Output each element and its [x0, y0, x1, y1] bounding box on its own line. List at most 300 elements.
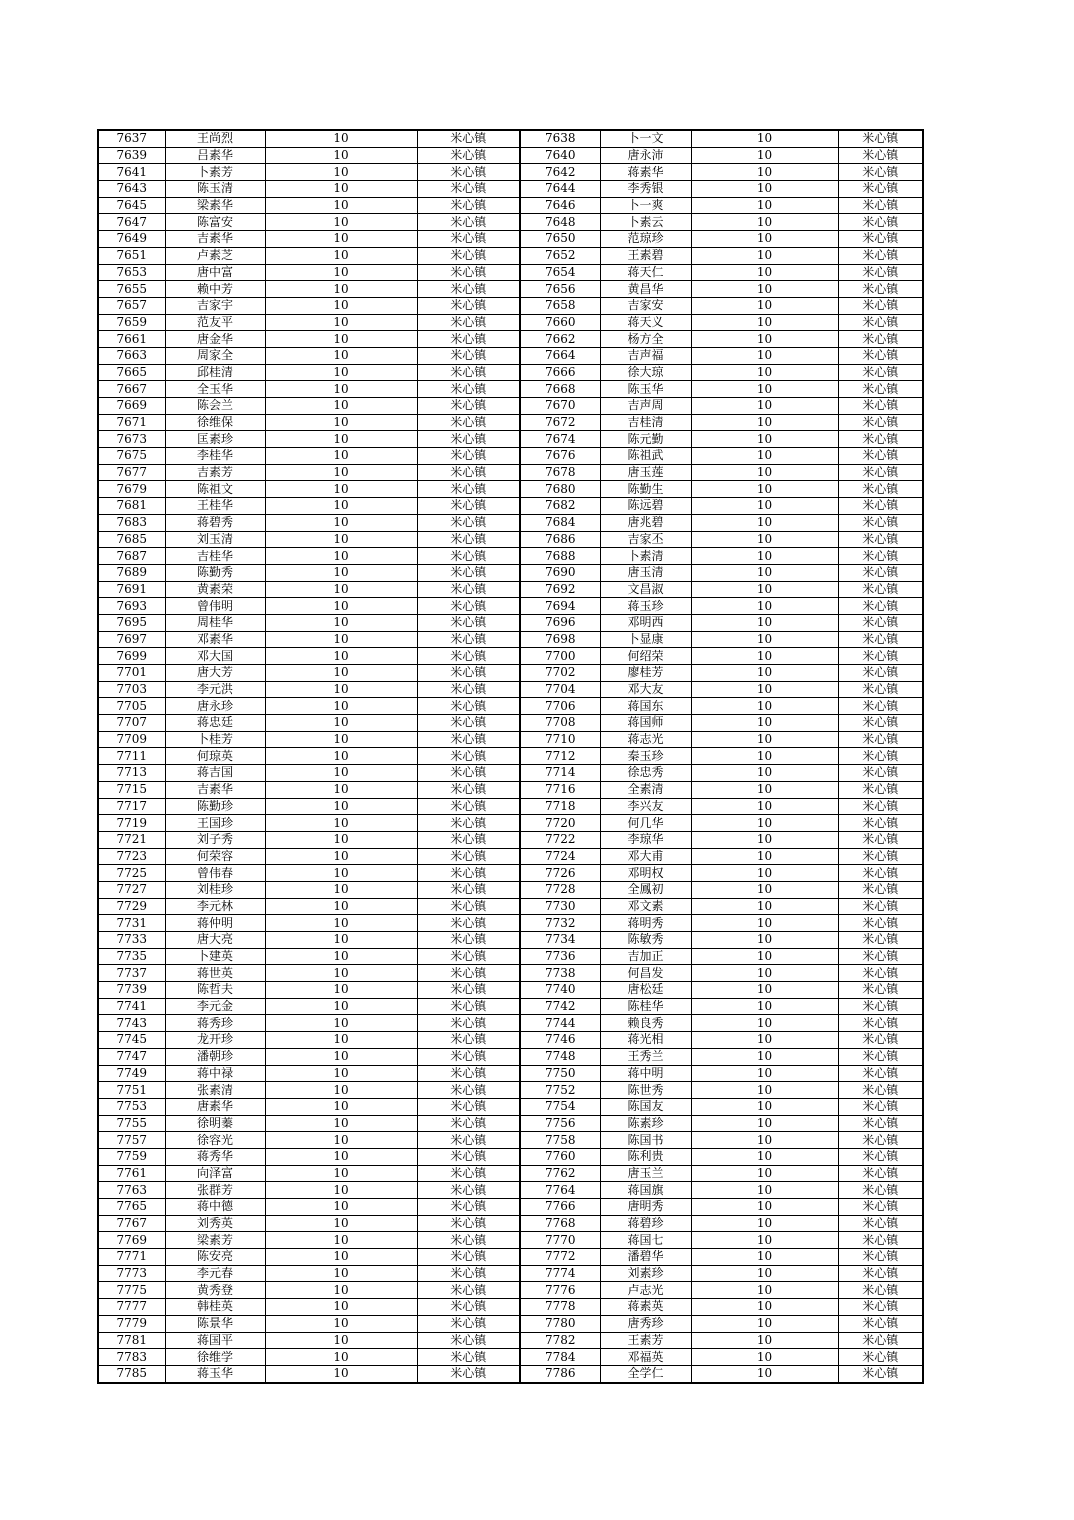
cell-town-left: 米心镇 — [417, 898, 520, 915]
cell-amount-right: 10 — [691, 197, 838, 214]
cell-amount-right: 10 — [691, 1232, 838, 1249]
cell-amount-left: 10 — [265, 681, 417, 698]
cell-id-left: 7745 — [98, 1032, 165, 1049]
cell-id-right: 7772 — [520, 1249, 600, 1266]
cell-name-left: 李桂华 — [165, 448, 265, 465]
cell-id-right: 7720 — [520, 815, 600, 832]
cell-town-left: 米心镇 — [417, 881, 520, 898]
cell-town-left: 米心镇 — [417, 1132, 520, 1149]
cell-amount-right: 10 — [691, 1115, 838, 1132]
cell-amount-left: 10 — [265, 1349, 417, 1366]
cell-amount-right: 10 — [691, 364, 838, 381]
cell-id-left: 7695 — [98, 614, 165, 631]
cell-amount-right: 10 — [691, 831, 838, 848]
cell-id-left: 7761 — [98, 1165, 165, 1182]
cell-name-right: 吉加正 — [600, 948, 691, 965]
cell-amount-left: 10 — [265, 347, 417, 364]
cell-name-left: 徐明蓁 — [165, 1115, 265, 1132]
cell-name-right: 陈敏秀 — [600, 932, 691, 949]
cell-name-left: 卢素芝 — [165, 247, 265, 264]
cell-id-right: 7652 — [520, 247, 600, 264]
table-row — [98, 1349, 923, 1366]
table-row — [98, 698, 923, 715]
cell-amount-left: 10 — [265, 197, 417, 214]
cell-id-left: 7723 — [98, 848, 165, 865]
table-row — [98, 848, 923, 865]
cell-name-left: 李元林 — [165, 898, 265, 915]
cell-name-right: 陈世秀 — [600, 1082, 691, 1099]
cell-amount-right: 10 — [691, 665, 838, 682]
cell-name-right: 吉家安 — [600, 297, 691, 314]
cell-amount-left: 10 — [265, 1065, 417, 1082]
cell-name-right: 卜一爽 — [600, 197, 691, 214]
cell-id-right: 7762 — [520, 1165, 600, 1182]
cell-name-right: 李秀银 — [600, 181, 691, 198]
cell-amount-right: 10 — [691, 331, 838, 348]
cell-id-right: 7730 — [520, 898, 600, 915]
cell-name-right: 陈素珍 — [600, 1115, 691, 1132]
cell-amount-left: 10 — [265, 932, 417, 949]
cell-amount-right: 10 — [691, 181, 838, 198]
cell-id-left: 7649 — [98, 231, 165, 248]
cell-town-right: 米心镇 — [838, 614, 923, 631]
cell-town-right: 米心镇 — [838, 531, 923, 548]
cell-town-left: 米心镇 — [417, 982, 520, 999]
cell-id-left: 7773 — [98, 1265, 165, 1282]
cell-town-right: 米心镇 — [838, 1148, 923, 1165]
cell-id-right: 7666 — [520, 364, 600, 381]
cell-id-left: 7733 — [98, 932, 165, 949]
table-body — [98, 130, 923, 1383]
cell-name-right: 王素芳 — [600, 1332, 691, 1349]
table-row — [98, 1265, 923, 1282]
cell-town-left: 米心镇 — [417, 1265, 520, 1282]
cell-town-left: 米心镇 — [417, 281, 520, 298]
table-row — [98, 1215, 923, 1232]
cell-town-left: 米心镇 — [417, 531, 520, 548]
cell-town-right: 米心镇 — [838, 214, 923, 231]
cell-amount-left: 10 — [265, 1282, 417, 1299]
table-row — [98, 631, 923, 648]
cell-id-left: 7663 — [98, 347, 165, 364]
cell-town-right: 米心镇 — [838, 831, 923, 848]
cell-town-left: 米心镇 — [417, 614, 520, 631]
cell-name-right: 黄昌华 — [600, 281, 691, 298]
cell-id-right: 7656 — [520, 281, 600, 298]
cell-name-left: 向泽富 — [165, 1165, 265, 1182]
cell-town-left: 米心镇 — [417, 1299, 520, 1316]
cell-name-right: 唐玉清 — [600, 564, 691, 581]
cell-id-left: 7675 — [98, 448, 165, 465]
cell-amount-right: 10 — [691, 631, 838, 648]
cell-name-right: 全学仁 — [600, 1365, 691, 1382]
cell-amount-right: 10 — [691, 531, 838, 548]
cell-id-left: 7763 — [98, 1182, 165, 1199]
cell-id-right: 7654 — [520, 264, 600, 281]
cell-town-right: 米心镇 — [838, 431, 923, 448]
cell-name-left: 吉桂华 — [165, 548, 265, 565]
cell-name-right: 蒋志光 — [600, 731, 691, 748]
cell-town-left: 米心镇 — [417, 1349, 520, 1366]
cell-amount-right: 10 — [691, 1315, 838, 1332]
cell-name-right: 陈国友 — [600, 1098, 691, 1115]
cell-id-left: 7751 — [98, 1082, 165, 1099]
cell-town-right: 米心镇 — [838, 1332, 923, 1349]
cell-town-left: 米心镇 — [417, 848, 520, 865]
table-row — [98, 1315, 923, 1332]
cell-id-right: 7678 — [520, 464, 600, 481]
cell-amount-right: 10 — [691, 798, 838, 815]
cell-amount-right: 10 — [691, 1282, 838, 1299]
cell-id-right: 7752 — [520, 1082, 600, 1099]
cell-name-right: 刘素珍 — [600, 1265, 691, 1282]
table-row — [98, 982, 923, 999]
cell-town-left: 米心镇 — [417, 231, 520, 248]
cell-id-left: 7671 — [98, 414, 165, 431]
cell-amount-left: 10 — [265, 581, 417, 598]
cell-town-right: 米心镇 — [838, 398, 923, 415]
table-row — [98, 1132, 923, 1149]
table-row — [98, 881, 923, 898]
cell-name-right: 全鳳初 — [600, 881, 691, 898]
cell-name-left: 蒋中禄 — [165, 1065, 265, 1082]
cell-name-right: 潘碧华 — [600, 1249, 691, 1266]
cell-amount-left: 10 — [265, 1098, 417, 1115]
cell-id-right: 7688 — [520, 548, 600, 565]
cell-town-right: 米心镇 — [838, 1082, 923, 1099]
cell-amount-right: 10 — [691, 147, 838, 164]
cell-town-left: 米心镇 — [417, 1365, 520, 1382]
cell-amount-right: 10 — [691, 498, 838, 515]
cell-town-left: 米心镇 — [417, 731, 520, 748]
cell-amount-right: 10 — [691, 1065, 838, 1082]
cell-amount-left: 10 — [265, 665, 417, 682]
cell-name-left: 何荣容 — [165, 848, 265, 865]
cell-id-right: 7668 — [520, 381, 600, 398]
cell-amount-left: 10 — [265, 1032, 417, 1049]
cell-town-right: 米心镇 — [838, 281, 923, 298]
cell-name-left: 卜素芳 — [165, 164, 265, 181]
cell-id-left: 7701 — [98, 665, 165, 682]
cell-name-left: 韩桂英 — [165, 1299, 265, 1316]
cell-id-right: 7734 — [520, 932, 600, 949]
cell-town-right: 米心镇 — [838, 1115, 923, 1132]
cell-town-left: 米心镇 — [417, 1048, 520, 1065]
cell-name-right: 蒋天义 — [600, 314, 691, 331]
cell-id-left: 7727 — [98, 881, 165, 898]
cell-town-right: 米心镇 — [838, 164, 923, 181]
cell-name-left: 卜桂芳 — [165, 731, 265, 748]
cell-id-left: 7715 — [98, 781, 165, 798]
cell-id-right: 7662 — [520, 331, 600, 348]
cell-town-right: 米心镇 — [838, 765, 923, 782]
table-row — [98, 932, 923, 949]
cell-amount-left: 10 — [265, 548, 417, 565]
cell-name-left: 黄素荣 — [165, 581, 265, 598]
cell-name-left: 刘秀英 — [165, 1215, 265, 1232]
cell-amount-left: 10 — [265, 781, 417, 798]
cell-amount-left: 10 — [265, 998, 417, 1015]
cell-amount-right: 10 — [691, 514, 838, 531]
cell-id-right: 7696 — [520, 614, 600, 631]
table-row — [98, 614, 923, 631]
cell-id-right: 7778 — [520, 1299, 600, 1316]
table-row — [98, 1282, 923, 1299]
cell-town-left: 米心镇 — [417, 748, 520, 765]
cell-amount-left: 10 — [265, 247, 417, 264]
cell-id-left: 7673 — [98, 431, 165, 448]
cell-town-left: 米心镇 — [417, 1098, 520, 1115]
table-row — [98, 214, 923, 231]
cell-amount-left: 10 — [265, 214, 417, 231]
cell-town-left: 米心镇 — [417, 965, 520, 982]
cell-amount-right: 10 — [691, 848, 838, 865]
cell-id-left: 7709 — [98, 731, 165, 748]
cell-id-right: 7684 — [520, 514, 600, 531]
cell-town-right: 米心镇 — [838, 1132, 923, 1149]
cell-id-right: 7682 — [520, 498, 600, 515]
cell-town-right: 米心镇 — [838, 881, 923, 898]
cell-name-left: 李元洪 — [165, 681, 265, 698]
cell-amount-left: 10 — [265, 881, 417, 898]
cell-name-right: 陈国书 — [600, 1132, 691, 1149]
cell-town-right: 米心镇 — [838, 1282, 923, 1299]
cell-town-right: 米心镇 — [838, 798, 923, 815]
cell-town-right: 米心镇 — [838, 181, 923, 198]
cell-name-left: 邓素华 — [165, 631, 265, 648]
cell-town-left: 米心镇 — [417, 1115, 520, 1132]
cell-amount-right: 10 — [691, 164, 838, 181]
cell-amount-right: 10 — [691, 1182, 838, 1199]
cell-amount-right: 10 — [691, 598, 838, 615]
cell-name-left: 陈会兰 — [165, 398, 265, 415]
cell-name-right: 王秀兰 — [600, 1048, 691, 1065]
cell-town-left: 米心镇 — [417, 1232, 520, 1249]
cell-id-left: 7759 — [98, 1148, 165, 1165]
cell-amount-left: 10 — [265, 631, 417, 648]
cell-name-right: 蒋碧珍 — [600, 1215, 691, 1232]
table-row — [98, 498, 923, 515]
cell-id-left: 7781 — [98, 1332, 165, 1349]
cell-town-right: 米心镇 — [838, 898, 923, 915]
cell-id-left: 7757 — [98, 1132, 165, 1149]
cell-amount-left: 10 — [265, 331, 417, 348]
cell-town-right: 米心镇 — [838, 1265, 923, 1282]
cell-name-left: 李元春 — [165, 1265, 265, 1282]
cell-town-right: 米心镇 — [838, 865, 923, 882]
cell-name-left: 蒋碧秀 — [165, 514, 265, 531]
table-row — [98, 648, 923, 665]
cell-amount-right: 10 — [691, 698, 838, 715]
cell-id-left: 7779 — [98, 1315, 165, 1332]
cell-id-right: 7754 — [520, 1098, 600, 1115]
cell-id-left: 7637 — [98, 130, 165, 147]
cell-amount-left: 10 — [265, 481, 417, 498]
cell-town-right: 米心镇 — [838, 514, 923, 531]
cell-name-right: 徐大琼 — [600, 364, 691, 381]
cell-town-left: 米心镇 — [417, 831, 520, 848]
cell-amount-right: 10 — [691, 881, 838, 898]
cell-name-left: 吉素华 — [165, 231, 265, 248]
cell-id-right: 7766 — [520, 1199, 600, 1216]
cell-amount-left: 10 — [265, 464, 417, 481]
cell-name-left: 曾伟春 — [165, 865, 265, 882]
cell-amount-left: 10 — [265, 531, 417, 548]
cell-amount-right: 10 — [691, 1332, 838, 1349]
cell-amount-left: 10 — [265, 181, 417, 198]
cell-town-left: 米心镇 — [417, 932, 520, 949]
cell-amount-right: 10 — [691, 915, 838, 932]
cell-id-left: 7743 — [98, 1015, 165, 1032]
cell-name-right: 唐永沛 — [600, 147, 691, 164]
cell-amount-left: 10 — [265, 1265, 417, 1282]
cell-town-left: 米心镇 — [417, 1282, 520, 1299]
cell-name-right: 吉桂清 — [600, 414, 691, 431]
cell-id-left: 7691 — [98, 581, 165, 598]
cell-id-right: 7714 — [520, 765, 600, 782]
table-row — [98, 564, 923, 581]
cell-amount-right: 10 — [691, 1265, 838, 1282]
cell-id-right: 7690 — [520, 564, 600, 581]
cell-id-right: 7732 — [520, 915, 600, 932]
cell-name-left: 蒋吉国 — [165, 765, 265, 782]
cell-id-right: 7642 — [520, 164, 600, 181]
cell-town-left: 米心镇 — [417, 681, 520, 698]
cell-amount-right: 10 — [691, 748, 838, 765]
table-row — [98, 331, 923, 348]
cell-amount-left: 10 — [265, 398, 417, 415]
cell-name-left: 邱桂清 — [165, 364, 265, 381]
cell-amount-left: 10 — [265, 965, 417, 982]
cell-name-left: 刘桂珍 — [165, 881, 265, 898]
cell-id-left: 7777 — [98, 1299, 165, 1316]
cell-name-right: 陈利贵 — [600, 1148, 691, 1165]
cell-town-left: 米心镇 — [417, 1332, 520, 1349]
cell-amount-right: 10 — [691, 731, 838, 748]
cell-name-left: 唐中富 — [165, 264, 265, 281]
cell-amount-right: 10 — [691, 448, 838, 465]
cell-town-right: 米心镇 — [838, 998, 923, 1015]
cell-name-left: 蒋玉华 — [165, 1365, 265, 1382]
cell-town-left: 米心镇 — [417, 381, 520, 398]
table-row — [98, 898, 923, 915]
cell-name-left: 唐素华 — [165, 1098, 265, 1115]
cell-amount-left: 10 — [265, 164, 417, 181]
table-row — [98, 1365, 923, 1382]
cell-amount-left: 10 — [265, 1048, 417, 1065]
cell-name-left: 梁素芳 — [165, 1232, 265, 1249]
cell-amount-right: 10 — [691, 1082, 838, 1099]
cell-amount-right: 10 — [691, 1032, 838, 1049]
cell-id-right: 7782 — [520, 1332, 600, 1349]
cell-town-left: 米心镇 — [417, 1199, 520, 1216]
cell-amount-left: 10 — [265, 1232, 417, 1249]
cell-amount-right: 10 — [691, 1098, 838, 1115]
cell-amount-left: 10 — [265, 264, 417, 281]
cell-id-right: 7746 — [520, 1032, 600, 1049]
cell-id-right: 7718 — [520, 798, 600, 815]
cell-town-right: 米心镇 — [838, 848, 923, 865]
table-row — [98, 147, 923, 164]
cell-amount-left: 10 — [265, 314, 417, 331]
cell-id-left: 7689 — [98, 564, 165, 581]
cell-name-right: 廖桂芳 — [600, 665, 691, 682]
cell-amount-right: 10 — [691, 481, 838, 498]
cell-name-left: 陈安亮 — [165, 1249, 265, 1266]
cell-name-left: 陈哲夫 — [165, 982, 265, 999]
cell-amount-left: 10 — [265, 1015, 417, 1032]
cell-id-right: 7760 — [520, 1148, 600, 1165]
cell-name-left: 陈祖文 — [165, 481, 265, 498]
cell-amount-left: 10 — [265, 448, 417, 465]
cell-id-right: 7764 — [520, 1182, 600, 1199]
cell-name-left: 唐大芳 — [165, 665, 265, 682]
cell-id-right: 7648 — [520, 214, 600, 231]
cell-name-left: 蒋世英 — [165, 965, 265, 982]
table-row — [98, 1299, 923, 1316]
cell-amount-right: 10 — [691, 948, 838, 965]
table-row — [98, 297, 923, 314]
cell-town-right: 米心镇 — [838, 1315, 923, 1332]
cell-town-right: 米心镇 — [838, 815, 923, 832]
cell-town-left: 米心镇 — [417, 665, 520, 682]
table-row — [98, 1332, 923, 1349]
cell-name-right: 邓明权 — [600, 865, 691, 882]
cell-name-right: 卜一文 — [600, 130, 691, 147]
table-row — [98, 181, 923, 198]
cell-name-right: 吉家丕 — [600, 531, 691, 548]
cell-amount-right: 10 — [691, 865, 838, 882]
cell-amount-right: 10 — [691, 614, 838, 631]
cell-name-right: 蒋国七 — [600, 1232, 691, 1249]
cell-name-left: 赖中芳 — [165, 281, 265, 298]
cell-amount-right: 10 — [691, 548, 838, 565]
cell-town-right: 米心镇 — [838, 948, 923, 965]
cell-id-right: 7638 — [520, 130, 600, 147]
cell-town-left: 米心镇 — [417, 398, 520, 415]
cell-amount-right: 10 — [691, 932, 838, 949]
cell-id-left: 7655 — [98, 281, 165, 298]
cell-town-left: 米心镇 — [417, 698, 520, 715]
cell-town-left: 米心镇 — [417, 1082, 520, 1099]
cell-id-left: 7769 — [98, 1232, 165, 1249]
cell-name-left: 吉素华 — [165, 781, 265, 798]
cell-name-right: 文昌淑 — [600, 581, 691, 598]
cell-name-right: 蒋国旗 — [600, 1182, 691, 1199]
cell-town-right: 米心镇 — [838, 498, 923, 515]
cell-town-left: 米心镇 — [417, 347, 520, 364]
cell-id-left: 7729 — [98, 898, 165, 915]
cell-amount-right: 10 — [691, 398, 838, 415]
table-row — [98, 665, 923, 682]
cell-name-left: 刘子秀 — [165, 831, 265, 848]
cell-town-left: 米心镇 — [417, 498, 520, 515]
cell-name-right: 唐玉莲 — [600, 464, 691, 481]
cell-name-right: 吉声福 — [600, 347, 691, 364]
cell-id-left: 7659 — [98, 314, 165, 331]
table-row — [98, 531, 923, 548]
cell-town-left: 米心镇 — [417, 130, 520, 147]
table-row — [98, 731, 923, 748]
cell-town-right: 米心镇 — [838, 631, 923, 648]
cell-amount-left: 10 — [265, 130, 417, 147]
cell-id-left: 7771 — [98, 1249, 165, 1266]
cell-amount-right: 10 — [691, 431, 838, 448]
cell-amount-right: 10 — [691, 1349, 838, 1366]
cell-id-left: 7753 — [98, 1098, 165, 1115]
cell-town-right: 米心镇 — [838, 347, 923, 364]
cell-name-right: 蒋国师 — [600, 715, 691, 732]
